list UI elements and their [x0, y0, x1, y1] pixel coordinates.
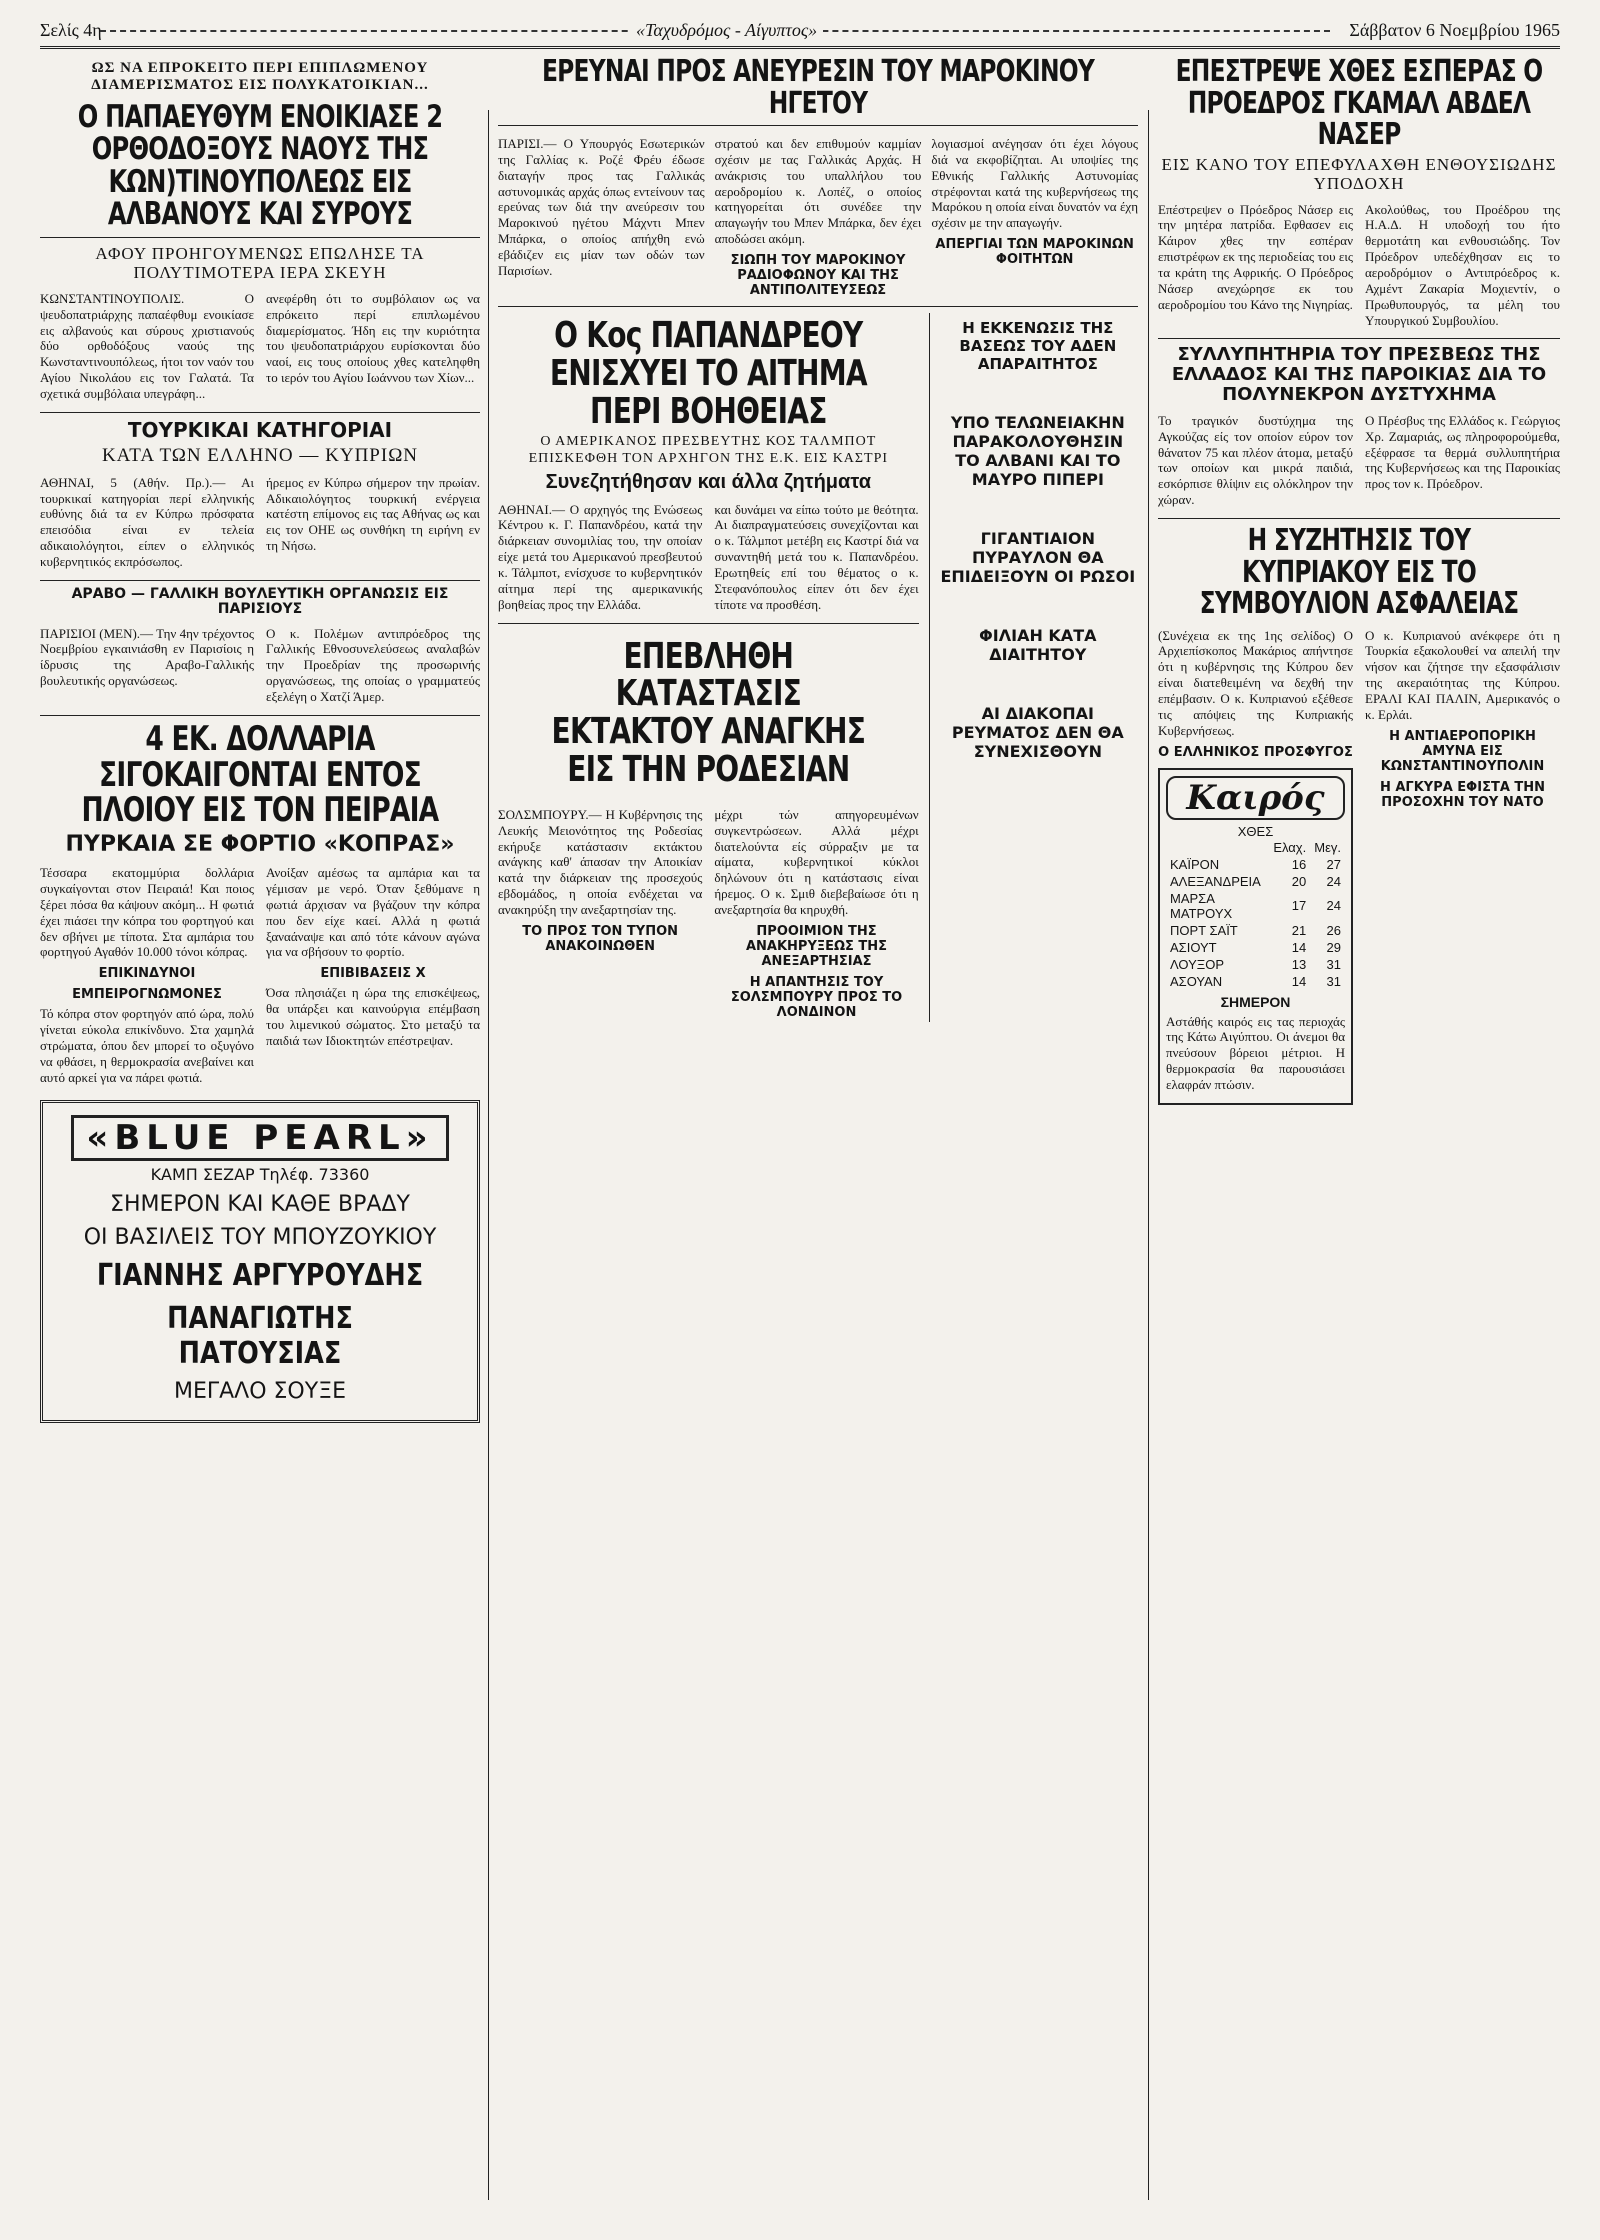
article-text: στρατού και δεν επιθυμούν καμμίαν σχέσιν με τας Γαλλικάς Αρχάς. Η ανάκρισις του υπαλλήλου του αεροδρομίου κ. Λοπέζ, ο οποίος κατηγορείται ότι συνέδεε την απαγωγήν του Μπεν Μπάρκα, δεν έχει αποδώσει ακόμη.	[714, 136, 922, 247]
article-headline: ΕΠΕΒΛΗΘΗ ΚΑΤΑΣΤΑΣΙΣ ΕΚΤΑΚΤΟΥ ΑΝΑΓΚΗΣ ΕΙΣ ΤΗΝ ΡΟΔΕΣΙΑΝ	[551, 635, 866, 790]
article-text: Το τραγικόν δυστύχημα της Αγκούζας είς τον οποίον εύρον τον θάνατον 75 και πλέον άτομα, μεταξύ των οποίων και μικρά παιδιά, εσκόρπισε θλίψιν εις ολόκληρον την χώραν.	[1158, 412, 1353, 508]
weather-header: ΧΘΕΣ	[1237, 823, 1274, 839]
weather-today: ΣΗΜΕΡΟΝ	[1220, 993, 1291, 1010]
article-text: Όσα πλησιάζει η ώρα της επισκέψεως, θα υπάρξει και καινούργια επέμβαση του λιμενικού σώματος. Στο μεταξύ τα παιδιά των Ιδιοκτητών επέστρεψαν.	[266, 985, 480, 1048]
section-label: ΦΙΛΙΑΗ ΚΑΤΑ ΔΙΑΙΤΗΤΟΥ	[979, 626, 1097, 665]
table-header-row	[1166, 839, 1345, 856]
max-temp: 29	[1326, 939, 1341, 955]
article-body	[1158, 624, 1560, 1105]
article-body	[40, 622, 480, 709]
article-kicker: ΩΣ ΝΑ ΕΠΡΟΚΕΙΤΟ ΠΕΡΙ ΕΠΙΠΛΩΜΕΝΟΥ ΔΙΑΜΕΡΙΣΜΑΤΟΣ ΕΙΣ ΠΟΛΥΚΑΤΟΙΚΙΑΝ...	[91, 60, 429, 94]
divider	[1158, 338, 1560, 339]
divider	[40, 237, 480, 238]
section-label: ΕΜΠΕΙΡΟΓΝΩΜΟΝΕΣ	[72, 987, 222, 1003]
article-text: Επέστρεψεν ο Πρόεδρος Νάσερ εις την μητέρα πατρίδα. Εφθασεν εις Κάιρον χθες την εσπέραν επιστρέφων εκ της περιοδείας του εις τα κράτη της Αφρικής. Ο Πρόεδρος Νάσερ ανεχώρησε εκ του αεροδρομίου του Κάνο της Νιγηρίας.	[1158, 201, 1353, 312]
city-name: ΚΑΪΡΟΝ	[1170, 856, 1220, 872]
table-row	[1166, 856, 1345, 873]
article-text: λογιασμοί ανέγησαν ότι έχει λόγους διά να εκφοβίζηται. Αι υποψίες της Εθνικής Γαλλικής Αστυνομίας στρέφονται κατά της κυβερνήσεως της Μαρόκου η οποία είναι δυνατόν να έχη σχέσιν με την απαγωγήν.	[931, 136, 1139, 231]
article-body	[40, 471, 480, 574]
article-text: μέχρι τών απηγορευμένων συγκεντρώσεων. Αλλά μέχρι διατελούντα είς σύρραξιν με τα αίματα, κυβερνητικοί κύκλοι δηλώνουν ότι η κατάστασις είναι ήρεμος. Ο κ. Σμιθ διεβεβαίωσε ότι η ανεξαρτησία θα κηρυχθή.	[714, 806, 919, 917]
ad-brand: «BLUE PEARL»	[71, 1115, 449, 1161]
section-label: ΑΙ ΔΙΑΚΟΠΑΙ ΡΕΥΜΑΤΟΣ ΔΕΝ ΘΑ ΣΥΝΕΧΙΣΘΟΥΝ	[951, 704, 1124, 762]
max-temp: 24	[1326, 898, 1341, 914]
article-text: και δυνάμει να είπω τούτο με θεότητα. Αι διαπραγματεύσεις συνεχίζονται και ο κ. Τάλμποτ μετέβη εις Καστρί διά να συναντηθή μετά του κ. Παπανδρέου. Ερωτηθείς επί του θέματος ο κ. Στεφανόπουλος είπεν ότι δεν έχει τίποτε να προσθέση.	[714, 501, 919, 612]
city-name: ΛΟΥΞΟΡ	[1170, 956, 1225, 972]
weather-forecast: Αστάθής καιρός εις τας περιοχάς της Κάτω Αιγύπτου. Οι άνεμοι θα πνεύσουν βόρειοι μέτριοι. Η θερμοκρασία θα παρουσιάσει ελαφράν πτώσιν.	[1166, 1013, 1345, 1092]
column-header: Ελαχ.	[1273, 839, 1307, 855]
article-headline: ΕΡΕΥΝΑΙ ΠΡΟΣ ΑΝΕΥΡΕΣΙΝ ΤΟΥ ΜΑΡΟΚΙΝΟΥ ΗΓΕΤΟΥ	[541, 54, 1095, 121]
column-left	[40, 56, 480, 1423]
column-rule	[488, 110, 489, 2200]
section-label: ΥΠΟ ΤΕΛΩΝΕΙΑΚΗΝ ΠΑΡΑΚΟΛΟΥΘΗΣΙΝ ΤΟ ΑΛΒΑΝΙ ΚΑΙ ΤΟ ΜΑΥΡΟ ΠΙΠΕΡΙ	[950, 413, 1125, 490]
min-temp: 20	[1291, 873, 1307, 889]
city-name: ΠΟΡΤ ΣΑΪΤ	[1170, 922, 1238, 938]
ad-line: ΣΗΜΕΡΟΝ ΚΑΙ ΚΑΘΕ ΒΡΑΔΥ	[110, 1191, 410, 1217]
article-text: ΑΘΗΝΑΙ, 5 (Αθήν. Πρ.).— Αι τουρκικαί κατηγορίαι περί ελληνικής ευθύνης διά τα εν Κύπρω πρόσφατα επεισόδια είναι εν τελεία αδικαιολόγητοι, είπεν ο ελληνικός κυβερνητικός εκπρόσωπος.	[40, 474, 254, 569]
article-subhead: ΕΙΣ ΚΑΝΟ ΤΟΥ ΕΠΕΦΥΛΑΧΘΗ ΕΝΘΟΥΣΙΩΔΗΣ ΥΠΟΔΟΧΗ	[1161, 154, 1557, 194]
min-temp: 17	[1291, 898, 1307, 914]
table-row	[1166, 939, 1345, 956]
article-subhead: ΚΑΤΑ ΤΩΝ ΕΛΛΗΝΟ — ΚΥΠΡΙΩΝ	[101, 444, 419, 466]
article-headline: Η ΣΥΖΗΤΗΣΙΣ ΤΟΥ ΚΥΠΡΙΑΚΟΥ ΕΙΣ ΤΟ ΣΥΜΒΟΥΛΙΟΝ ΑΣΦΑΛΕΙΑΣ	[1199, 523, 1519, 622]
article-body	[1158, 409, 1560, 512]
article-text: Ο Πρέσβυς της Ελλάδος κ. Γεώργιος Χρ. Ζαμαριάς, ως πληροφορούμεθα, εξέφρασε τα θερμά συλλυπητήρια της Κυβερνήσεως και της Παροικίας προς τον κ. Πρόεδρον.	[1365, 412, 1560, 492]
article-subhead: ΑΦΟΥ ΠΡΟΗΓΟΥΜΕΝΩΣ ΕΠΩΛΗΣΕ ΤΑ ΠΟΛΥΤΙΜΟΤΕΡΑ ΙΕΡΑ ΣΚΕΥΗ	[95, 243, 425, 283]
divider	[40, 412, 480, 413]
masthead	[40, 16, 1560, 44]
article-body	[1158, 198, 1560, 333]
column-right	[1158, 56, 1560, 1105]
article-headline: Ο Κος ΠΑΠΑΝΔΡΕΟΥ ΕΝΙΣΧΥΕΙ ΤΟ ΑΙΤΗΜΑ ΠΕΡΙ ΒΟΗΘΕΙΑΣ	[549, 315, 867, 432]
article-text: (Συνέχεια εκ της 1ης σελίδος) Ο Αρχιεπίσκοπος Μακάριος απήντησε ότι η κυβέρνησις της Κύπρου δεν είναι διατεθειμένη να δεχθή την επέμβασιν. Ο κ. Κυπριανού εξέθεσε τις απόψεις της Κυπριακής Κυβερνήσεως.	[1158, 627, 1353, 738]
article-text: ΚΩΝΣΤΑΝΤΙΝΟΥΠΟΛΙΣ. Ο ψευδοπατριάρχης παπαέφθυμ ενοικίασε εις αλβανούς και σύρους χριστιανούς δύο ορθοδόξους ναούς της Κωνσταντινουπόλεως, ήτοι τον ναόν του Αγίου Νικολάου εις τον Γαλατά. Τα σχετικά συμβόλαια υπεγράφη...	[40, 290, 254, 401]
city-name: ΑΣΟΥΑΝ	[1170, 973, 1223, 989]
table-row	[1166, 890, 1345, 922]
ad-address: ΚΑΜΠ ΣΕΖΑΡ Τηλέφ. 73360	[150, 1164, 370, 1184]
advertisement	[40, 1100, 480, 1423]
article-text: ΑΘΗΝΑΙ.— Ο αρχηγός της Ενώσεως Κέντρου κ. Γ. Παπανδρέου, κατά την διάρκειαν συνομιλίας του, την οποίαν είχε μετά του Αμερικανού πρεσβευτού κ. Τάλμποτ, ενίσχυσε το κυβερνητικόν αίτημα περί της αμερικανικής βοηθείας προς την Ελλάδα.	[498, 501, 703, 612]
divider	[498, 623, 919, 624]
section-label: ΓΙΓΑΝΤΙΑΙΟΝ ΠΥΡΑΥΛΟΝ ΘΑ ΕΠΙΔΕΙΞΟΥΝ ΟΙ ΡΩΣΟΙ	[940, 529, 1136, 587]
article-text: ΠΑΡΙΣΙ.— Ο Υπουργός Εσωτερικών της Γαλλίας κ. Ροζέ Φρέυ έδωσε διαταγήν προς τας Γαλλικάς αστυνομικάς αρχάς όπως εντείνουν τας ερεύνας των διά την ανεύρεσιν του Μαροκινού ηγέτου Μάχντι Μπεν Μπάρκα, ο οποίος απήχθη ενώ εβάδιζεν εις μίαν των οδών των Παρισίων.	[498, 136, 705, 278]
section-label: Ο ΕΛΛΗΝΙΚΟΣ ΠΡΟΣΦΥΓΟΣ	[1158, 744, 1353, 760]
max-temp: 27	[1326, 856, 1341, 872]
section-label: Η ΑΝΤΙΑΕΡΟΠΟΡΙΚΗ ΑΜΥΝΑ ΕΙΣ ΚΩΝΣΤΑΝΤΙΝΟΥΠΟΛΙΝ	[1380, 728, 1545, 774]
middle-lower	[498, 313, 1138, 1022]
column-rule	[1148, 110, 1149, 2200]
section-label: Η ΑΠΑΝΤΗΣΙΣ ΤΟΥ ΣΟΛΣΜΠΟΥΡΥ ΠΡΟΣ ΤΟ ΛΟΝΔΙΝΟΝ	[730, 974, 903, 1020]
article-subhead: Συνεζητήθησαν και άλλα ζητήματα	[545, 470, 872, 493]
paper-name: «Ταχυδρόμος - Αίγυπτος»	[630, 20, 823, 41]
divider	[40, 715, 480, 716]
article-headline: ΤΟΥΡΚΙΚΑΙ ΚΑΤΗΓΟΡΙΑΙ	[127, 417, 393, 442]
article-body	[498, 803, 919, 1022]
article-subhead: Ο ΑΜΕΡΙΚΑΝΟΣ ΠΡΕΣΒΕΥΤΗΣ ΚΟΣ ΤΑΛΜΠΟΤ ΕΠΙΣΚΕΦΘΗ ΤΟΝ ΑΡΧΗΓΟΝ ΤΗΣ Ε.Κ. ΕΙΣ ΚΑΣΤΡΙ	[528, 434, 889, 466]
article-text: ΣΟΛΣΜΠΟΥΡΥ.— Η Κυβέρνησις της Λευκής Μειονότητος της Ροδεσίας εκήρυξε κατάστασιν εκτάκτου ανάγκης καθ' άπασαν την Αποικίαν κατά την διάρκειαν της προσεχούς εβδομάδος, η οποία ενδέχεται να ανακηρύξη την ανεξαρτησίαν της.	[498, 806, 703, 917]
article-text: ανεφέρθη ότι το συμβόλαιον ως να επρόκειτο περί επιπλωμένου διαμερίσματος. Ήδη εις την κυριότητα του ψευδοπατριάρχου ευρίσκονται δύο ναοί, εις τους οποίους χθες κατεληφθη το ιερόν του Αγίου Ιωάννου των Χίων...	[266, 290, 480, 386]
table-row	[1166, 922, 1345, 939]
article-text: Ο κ. Πολέμων αντιπρόεδρος της Γαλλικής Εθνοσυνελεύσεως αναλαβών την Προεδρίαν της προσωρινής οργανώσεως, της οποίας ο γραμματεύς εξελέγη ο Χατζί Άμερ.	[266, 625, 480, 705]
section-label: ΕΠΙΚΙΝΔΥΝΟΙ	[98, 966, 196, 982]
article-body	[498, 498, 919, 617]
divider	[498, 125, 1138, 126]
max-temp: 31	[1326, 956, 1341, 972]
article-body	[40, 861, 480, 1089]
article-body	[40, 287, 480, 406]
page-number: Σελίς 4η	[40, 20, 102, 40]
ad-artist: ΓΙΑΝΝΗΣ ΑΡΓΥΡΟΥΔΗΣ	[96, 1257, 424, 1293]
article-text: Ακολούθως, του Προέδρου της Η.Α.Δ. Η υποδοχή του ήτο θερμοτάτη και ενθουσιώδης. Τον Πρόεδρον υπεδέχθησαν εις το αεροδρόμιον ο Αντιπρόεδρος κ. Αχμέντ Ζακαρία Μοχιεντίν, ο Πρωθυπουργός, τα μέλη του Υπουργικού Συμβουλίου.	[1365, 201, 1560, 328]
section-label: ΕΠΙΒΙΒΑΣΕΙΣ Χ	[320, 966, 426, 982]
section-label: ΣΙΩΠΗ ΤΟΥ ΜΑΡΟΚΙΝΟΥ ΡΑΔΙΟΦΩΝΟΥ ΚΑΙ ΤΗΣ ΑΝΤΙΠΟΛΙΤΕΥΣΕΩΣ	[730, 253, 906, 299]
article-headline: ΕΠΕΣΤΡΕΨΕ ΧΘΕΣ ΕΣΠΕΡΑΣ Ο ΠΡΟΕΔΡΟΣ ΓΚΑΜΑΛ ΑΒΔΕΛ ΝΑΣΕΡ	[1175, 54, 1543, 152]
city-name: ΑΣΙΟΥΤ	[1170, 939, 1217, 955]
min-temp: 16	[1291, 856, 1307, 872]
issue-date: Σάββατον 6 Νοεμβρίου 1965	[1343, 20, 1560, 41]
divider	[1158, 518, 1560, 519]
min-temp: 14	[1291, 973, 1307, 989]
weather-logo: Καιρός	[1166, 776, 1344, 820]
article-body	[498, 132, 1138, 300]
section-label: ΠΡΟΟΙΜΙΟΝ ΤΗΣ ΑΝΑΚΗΡΥΞΕΩΣ ΤΗΣ ΑΝΕΞΑΡΤΗΣΙΑΣ	[745, 923, 888, 969]
ad-line: ΟΙ ΒΑΣΙΛΕΙΣ ΤΟΥ ΜΠΟΥΖΟΥΚΙΟΥ	[83, 1224, 437, 1250]
city-name: ΑΛΕΞΑΝΔΡΕΙΑ	[1170, 873, 1261, 889]
section-label: Η ΕΚΚΕΝΩΣΙΣ ΤΗΣ ΒΑΣΕΩΣ ΤΟΥ ΑΔΕΝ ΑΠΑΡΑΙΤΗΤΟΣ	[959, 319, 1117, 374]
max-temp: 24	[1326, 873, 1341, 889]
article-text: ΠΑΡΙΣΙΟΙ (ΜΕΝ).— Την 4ην τρέχοντος Νοεμβρίου εγκαινιάσθη εν Παρισίοις η ίδρυσις της Αραβο-Γαλλικής βουλευτικής οργανώσεως.	[40, 625, 254, 689]
article-subhead: ΠΥΡΚΑΙΑ ΣΕ ΦΟΡΤΙΟ «ΚΟΠΡΑΣ»	[65, 831, 455, 857]
min-temp: 21	[1291, 922, 1307, 938]
article-headline: ΣΥΛΛΥΠΗΤΗΡΙΑ ΤΟΥ ΠΡΕΣΒΕΩΣ ΤΗΣ ΕΛΛΑΔΟΣ ΚΑΙ ΤΗΣ ΠΑΡΟΙΚΙΑΣ ΔΙΑ ΤΟ ΠΟΛΥΝΕΚΡΟΝ ΔΥΣΤΥΧΗΜΑ	[1171, 344, 1547, 406]
weather-box	[1158, 768, 1353, 1105]
weather-table	[1166, 839, 1345, 990]
article-headline: ΑΡΑΒΟ — ΓΑΛΛΙΚΗ ΒΟΥΛΕΥΤΙΚΗ ΟΡΓΑΝΩΣΙΣ ΕΙΣ ΠΑΡΙΣΙΟΥΣ	[71, 585, 449, 618]
article-text: Τέσσαρα εκατομμύρια δολλάρια συγκαίγονται στον Πειραιά! Και ποιος ξέρει πόσα θα κάψουν ακόμη... Η φωτιά έχει πιάσει την κόπρα του φορτηγού και δεν σβήνει με τίποτα. Στα αμπάρια του φορτηγού Αγαθόν 10.000 τόνοι κόπρας.	[40, 865, 254, 960]
column-middle	[498, 56, 1138, 1022]
max-temp: 26	[1326, 922, 1341, 938]
city-name: ΜΑΡΣΑ ΜΑΤΡΟΥΧ	[1170, 890, 1233, 921]
ad-artist: ΠΑΝΑΓΙΩΤΗΣ ΠΑΤΟΥΣΙΑΣ	[167, 1300, 353, 1371]
section-label: ΑΠΕΡΓΙΑΙ ΤΩΝ ΜΑΡΟΚΙΝΩΝ ΦΟΙΤΗΤΩΝ	[935, 237, 1134, 268]
column-header: Μεγ.	[1314, 839, 1341, 855]
min-temp: 13	[1291, 956, 1307, 972]
masthead-divider	[40, 46, 1560, 49]
table-row	[1166, 873, 1345, 890]
section-label: Η ΑΓΚΥΡΑ ΕΦΙΣΤΑ ΤΗΝ ΠΡΟΣΟΧΗΝ ΤΟΥ ΝΑΤΟ	[1379, 779, 1546, 810]
article-headline: 4 ΕΚ. ΔΟΛΛΑΡΙΑ ΣΙΓΟΚΑΙΓΟΝΤΑΙ ΕΝΤΟΣ ΠΛΟΙΟΥ ΕΙΣ ΤΟΝ ΠΕΙΡΑΙΑ	[81, 718, 439, 831]
max-temp: 31	[1326, 973, 1341, 989]
table-row	[1166, 973, 1345, 990]
article-text: Τό κόπρα στον φορτηγόν από ώρα, πολύ γίνεται εύκολα επικίνδυνο. Στα χαμηλά στρώματα, όπου δεν μπορεί το οξυγόνο να φθάσει, η θερμοκρασία ανεβαίνει και αυτό αρκεί για να πάρει φωτιά.	[40, 1006, 254, 1085]
article-text: Ο κ. Κυπριανού ανέκφερε ότι η Τουρκία εξακολουθεί να απειλή την νήσον και ζήτησε την εξασφάλισιν της ακεραιότητας της Κύπρου. ΕΡΑΛΙ ΚΑΙ ΠΑΛΙΝ, Αμερικανός ο κ. Ερλάι.	[1365, 627, 1560, 722]
divider	[498, 306, 1138, 307]
table-row	[1166, 956, 1345, 973]
article-text: ήρεμος εν Κύπρω σήμερον την πρωίαν. Αδικαιολόγητος τουρκική ενέργεια κατέστη επίμονος εις τας Αθήνας ως και εις τον ΟΗΕ ως συνθήκη τη ειρήνη εν τη Νήσω.	[266, 474, 480, 554]
article-text: Ανοίξαν αμέσως τα αμπάρια και τα γέμισαν με νερό. Όταν ξεθύμανε η φωτιά άρχισαν να βγάζουν την κόπρα που δεν είχε καεί. Αλλά η φωτιά ξαναάναψε και από τότε κάνουν αγώνα για να σβήσουν το φορτίο.	[266, 865, 480, 960]
divider	[40, 580, 480, 581]
section-label: ΤΟ ΠΡΟΣ ΤΟΝ ΤΥΠΟΝ ΑΝΑΚΟΙΝΩΘΕΝ	[522, 923, 679, 954]
min-temp: 14	[1291, 939, 1307, 955]
article-headline: Ο ΠΑΠΑΕΥΘΥΜ ΕΝΟΙΚΙΑΣΕ 2 ΟΡΘΟΔΟΞΟΥΣ ΝΑΟΥΣ ΤΗΣ ΚΩΝ)ΤΙΝΟΥΠΟΛΕΩΣ ΕΙΣ ΑΛΒΑΝΟΥΣ ΚΑΙ ΣΥΡΟΥΣ	[77, 98, 443, 233]
ad-footer: ΜΕΓΑΛΟ ΣΟΥΞΕ	[173, 1378, 346, 1404]
